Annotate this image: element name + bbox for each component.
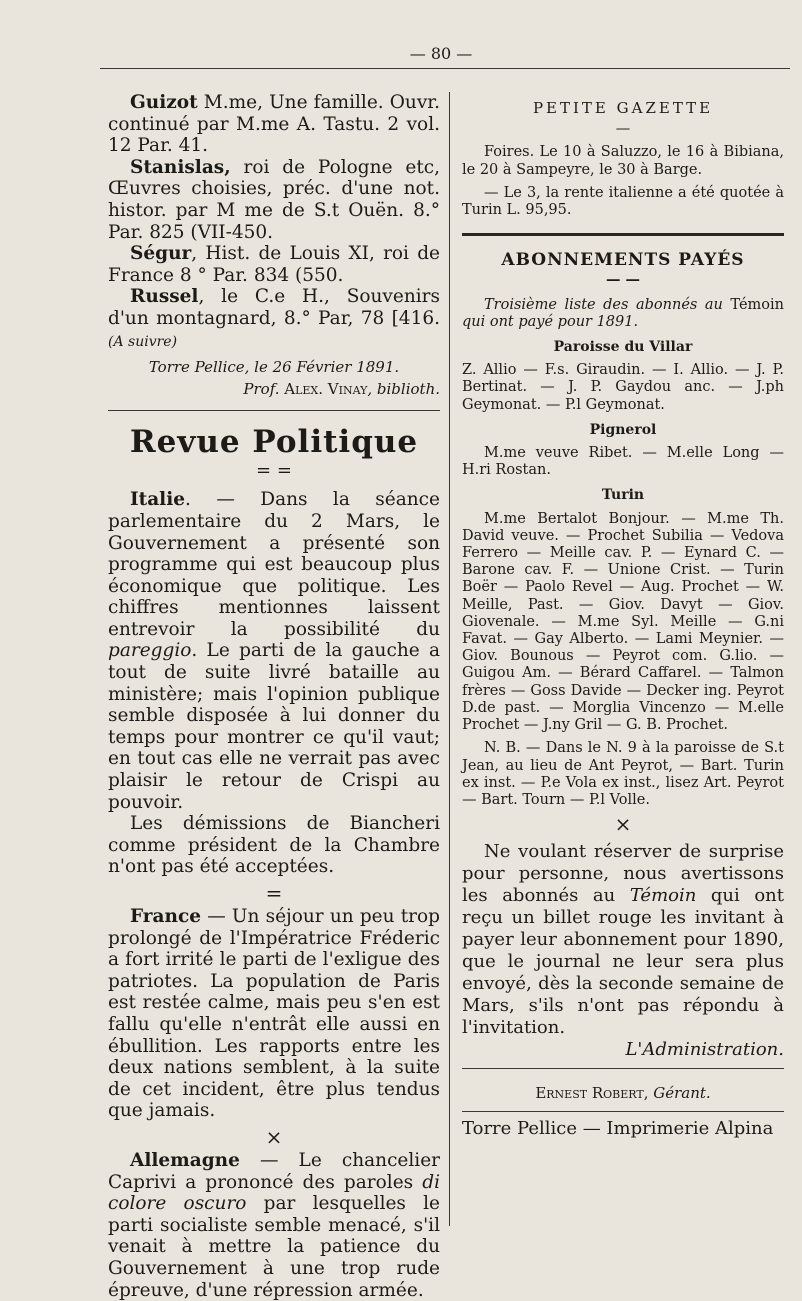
admin-note: Ne voulant réserver de surprise pour personne, nous avertissons les abonnés au Témoin qui ont reçu un billet rouge les invitant à payer leur abonnement pour 1890, que le journal ne leur sera plus envoyé, dès la seconde semaine de Mars, s'ils n'ont pas répondu à l'invitation. [462,841,784,1039]
gazette-item: Foires. Le 10 à Saluzzo, le 16 à Bibiana, le 20 à Sampeyre, le 30 à Barge. [462,144,784,178]
gazette-title: PETITE GAZETTE [532,99,714,117]
left-column [108,92,440,1301]
right-column [462,92,784,1226]
separator: × [265,1124,283,1149]
turin-title: Turin [601,487,645,504]
article-italie: Italie. — Dans la séance parlementaire du 2 Mars, le Gouvernement a présenté son programme qui est beaucoup plus économique que politique. Les chiffres mentionnes laissent entrevoir la possibilité du pareggio. Le parti de la gauche a tout de suite livré bataille au ministère; mais l'opinion publique semble disposée à lui donner du temps pour montrer ce qu'il vaut; en tout cas elle ne verrait pas avec plaisir le retour de Crispi au pouvoir. [108,489,440,813]
top-rule [100,68,790,69]
divider [108,410,440,411]
abonnements-title: ABONNEMENTS PAYÉS [501,250,745,271]
turin-list: M.me Bertalot Bonjour. — M.me Th. David veuve. — Prochet Subilia — Vedova Ferrero — Meille cav. P. — Eynard C. — Barone cav. F. — Unione Crist. — Turin Boër — Paolo Revel — Aug. Prochet — W. Meille, Past. — Giov. Davyt — Giov. Giovenale. — M.me Syl. Meille — G.ni Favat. — Gay Alberto. — Lami Meynier. — Giov. Bounous — Peyrot com. G.lio. — Guigou Am. — Bérard Caffarel. — Talmon frères — Goss Davide — Decker ing. Peyrot D.de past. — Morglia Vincenzo — M.elle Prochet — J.ny Gril — G. B. Prochet. [462,510,784,734]
nota-bene: N. B. — Dans le N. 9 à la paroisse de S.t Jean, au lieu de Ant Peyrot, — Bart. Turin ex inst. — P.e Vola ex inst., lisez Art. Peyrot — Bart. Tourn — P.l Volle. [462,740,784,808]
imprimerie-line: Torre Pellice — Imprimerie Alpina [462,1111,784,1137]
article-france: France — Un séjour un peu trop prolongé de l'Impératrice Fréderic a fort irrité le parti de l'exligue des patriotes. La population de Paris est restée calme, mais peu s'en est fallu qu'elle n'entrât elle aussi en ébullition. Les rapports entre les deux nations semblent, à la suite de cet incident, être plus tendus que jamais. [108,906,440,1122]
biblio-entry: Ségur, Hist. de Louis XI, roi de France 8 ° Par. 834 (550. [108,243,440,286]
gerant-line: Ernest Robert, Gérant. [535,1084,711,1103]
admin-signature: L'Administration. [625,1039,784,1061]
troisieme-liste: Troisième liste des abonnés au Témoin qui ont payé pour 1891. [462,296,784,330]
page-number: — 80 — [409,44,473,63]
gazette-item: — Le 3, la rente italienne a été quotée à Turin L. 95,95. [462,184,784,219]
gazette-dash: — [615,121,631,138]
separator: × [614,812,632,837]
date-line: Torre Pellice, le 26 Février 1891. [148,358,400,377]
villar-title: Paroisse du Villar [553,339,693,356]
biblio-entry: Guizot M.me, Une famille. Ouvr. continué par M.me A. Tastu. 2 vol. 12 Par. 41. [108,92,440,157]
divider [462,1068,784,1069]
article-italie-2: Les démissions de Biancheri comme président de la Chambre n'ont pas été acceptées. [108,813,440,878]
pignerol-list: M.me veuve Ribet. — M.elle Long — H.ri Rostan. [462,445,784,479]
biblio-entry: Stanislas, roi de Pologne etc, Œuvres choisies, préc. d'une not. histor. par M me de S.t Ouën. 8.° Par. 825 (VII-450. [108,156,440,243]
separator: = [265,881,283,905]
article-allemagne: Allemagne — Le chancelier Caprivi a prononcé des paroles di colore oscuro par lesquelles le parti socialiste semble menacé, s'il venait à mettre la patience du Gouvernement à une trop rude épreuve, d'une répression armée. [108,1149,440,1301]
villar-list: Z. Allio — F.s. Giraudin. — I. Allio. — J. P. Bertinat. — J. P. Gaydou anc. — J.ph Geymonat. — P.l Geymonat. [462,362,784,413]
abonnements-dash: — — [605,271,641,289]
section-heading: Revue Politique [129,424,419,461]
double-rule: = = [256,460,292,482]
column-divider [449,92,450,1226]
pignerol-title: Pignerol [589,421,657,438]
signature: Prof. Alex. Vinay, biblioth. [243,379,440,398]
biblio-entry: Russel, le C.e H., Souvenirs d'un montagnard, 8.° Par, 78 [416. (A suivre) [108,286,440,350]
thick-rule [462,233,784,236]
